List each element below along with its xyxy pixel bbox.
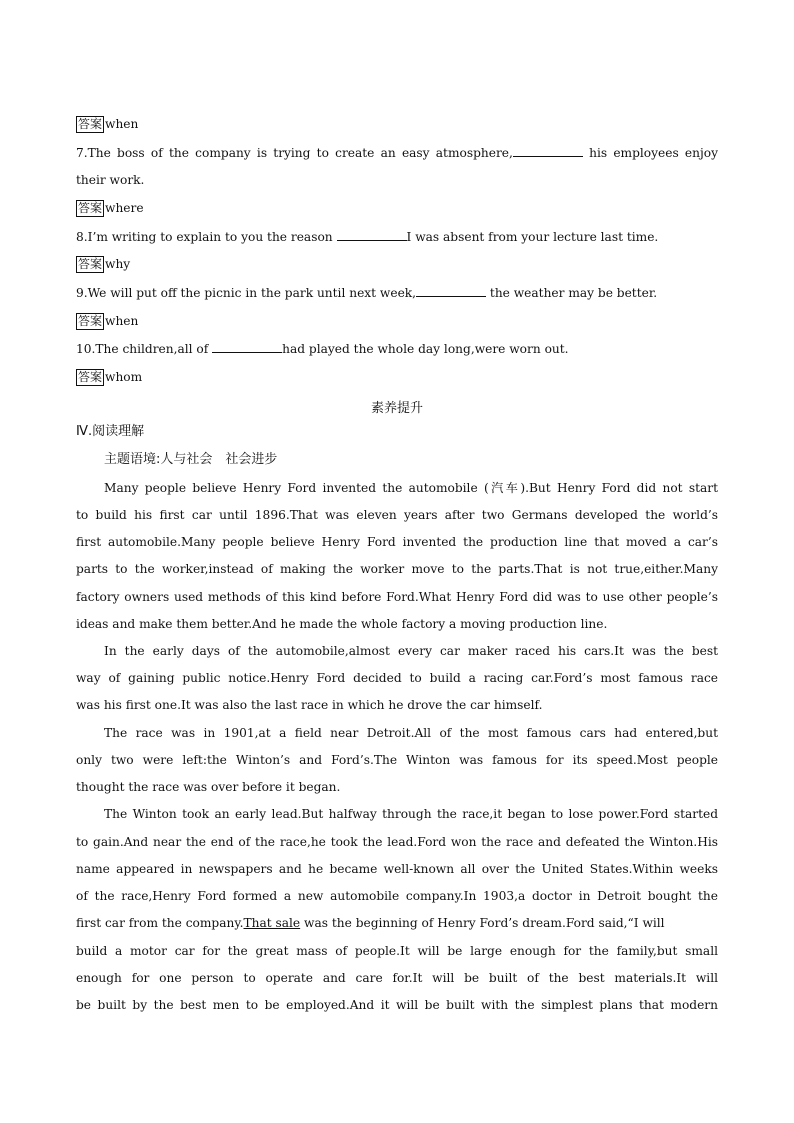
question-7 [76, 145, 718, 161]
answer-line [76, 313, 718, 330]
passage-line: In the early days of the automobile,almost every car maker raced his cars.It was the best [104, 644, 718, 658]
passage-line: was his first one.It was also the last race in which he drove the car himself. [76, 698, 543, 712]
answer-line [76, 256, 718, 273]
answer-text: when [105, 314, 139, 328]
question-text: had played the whole day long,were worn out. [282, 342, 569, 356]
answer-text: why [105, 257, 131, 271]
part-heading: Ⅳ.阅读理解 [76, 424, 145, 439]
passage-line: first automobile.Many people believe Henry Ford invented the production line that moved a car’s [76, 535, 718, 549]
section-title: 素养提升 [370, 401, 423, 416]
passage-line: to build his first car until 1896.That was eleven years after two Germans developed the world’s [76, 508, 718, 522]
passage-text: first car from the company. [76, 916, 244, 930]
passage-text: was the beginning of Henry Ford’s dream.Ford said,“I will [300, 916, 665, 930]
question-text: 9.We will put off the picnic in the park until next week, [76, 286, 417, 300]
answer-line [76, 116, 718, 133]
passage-line: enough for one person to operate and care for.It will be built of the best materials.It will [76, 971, 718, 985]
passage-line: only two were left:the Winton’s and Ford’s.The Winton was famous for its speed.Most people [76, 753, 718, 767]
answer-text: whom [105, 370, 143, 384]
question-9 [76, 285, 718, 301]
passage-line: parts to the worker,instead of making the worker move to the parts.That is not true,either.Many [76, 562, 718, 576]
question-text: his employees enjoy [582, 146, 718, 160]
theme-line: 主题语境:人与社会 社会进步 [104, 452, 278, 467]
question-8 [76, 229, 718, 245]
passage-line: be built by the best men to be employed.And it will be built with the simplest plans that modern [76, 998, 718, 1012]
answer-blank [212, 341, 282, 353]
passage-line [76, 915, 718, 931]
question-text: the weather may be better. [486, 286, 658, 300]
answer-line [76, 369, 718, 386]
answer-line [76, 200, 718, 217]
answer-label: 答案 [78, 257, 103, 271]
answer-label: 答案 [78, 314, 103, 328]
passage-line: ideas and make them better.And he made the whole factory a moving production line. [76, 617, 608, 631]
question-text: 10.The children,all of [76, 342, 213, 356]
passage-line: name appeared in newspapers and he became well-known all over the United States.Within weeks [76, 862, 718, 876]
answer-blank [337, 229, 407, 241]
answer-blank [513, 145, 583, 157]
passage-line: Many people believe Henry Ford invented the automobile (汽车).But Henry Ford did not start [104, 481, 718, 495]
answer-text: when [105, 117, 139, 131]
question-text: 8.I’m writing to explain to you the reason [76, 230, 337, 244]
answer-label: 答案 [78, 370, 103, 384]
passage-line: way of gaining public notice.Henry Ford decided to build a racing car.Ford’s most famous race [76, 671, 718, 685]
underlined-phrase: That sale [243, 916, 301, 930]
passage-line: thought the race was over before it began. [76, 780, 341, 794]
question-10 [76, 341, 718, 357]
passage-line: The race was in 1901,at a field near Detroit.All of the most famous cars had entered,but [104, 726, 718, 740]
question-7-cont: their work. [76, 173, 145, 187]
passage-line: to gain.And near the end of the race,he took the lead.Ford won the race and defeated the Winton.His [76, 835, 718, 849]
answer-text: where [105, 201, 144, 215]
passage-line: The Winton took an early lead.But halfway through the race,it began to lose power.Ford started [104, 807, 718, 821]
passage-line: of the race,Henry Ford formed a new automobile company.In 1903,a doctor in Detroit bought the [76, 889, 718, 903]
answer-label: 答案 [78, 201, 103, 215]
passage-line: build a motor car for the great mass of people.It will be large enough for the family,but small [76, 944, 718, 958]
question-text: 7.The boss of the company is trying to create an easy atmosphere, [76, 146, 513, 160]
question-text: I was absent from your lecture last time. [406, 230, 659, 244]
passage-line: factory owners used methods of this kind before Ford.What Henry Ford did was to use other people’s [76, 590, 718, 604]
answer-label: 答案 [78, 117, 103, 131]
answer-blank [416, 285, 486, 297]
